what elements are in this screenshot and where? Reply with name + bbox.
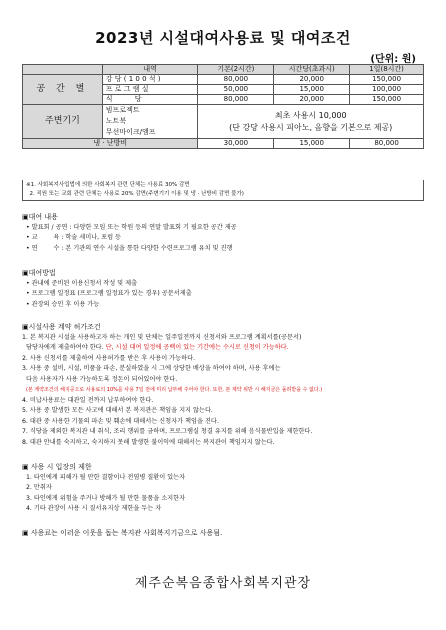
condition-item: 4. 미납사용료는 대관일 전까지 납부하여야 한다.	[22, 396, 154, 404]
document-title: 2023년 시설대여사용료 및 대여조건	[95, 29, 351, 47]
list-item: 2. 만취자	[26, 484, 52, 491]
space-name: 강 당 ( 1 0 0 석 )	[102, 75, 198, 85]
list-item: • 발표회 / 공연 : 다양한 모임 또는 학원 등의 연말 발표회 기 필요한 공간 제공	[26, 223, 237, 231]
daily-fee: 150,000	[350, 95, 424, 105]
basic-fee: 80,000	[198, 95, 274, 105]
hourly-fee: 20,000	[274, 95, 350, 105]
list-item: • 프로그램 일정표 (프로그램 일정표가 있는 경우) 공문서제출	[26, 290, 192, 297]
hourly-fee: 15,000	[274, 85, 350, 95]
section-heading: ▣ 사용 시 입장의 제한	[22, 463, 92, 471]
condition-item-continued: 다음 사용자가 사용 가능하도록 정돈이 되어있어야 한다.	[26, 375, 178, 383]
list-item: 4. 기타 관장이 사용 시 질서유지상 제한을 두는 자	[26, 505, 162, 512]
rental-content-section	[22, 212, 424, 254]
condition-item: 5. 사용 중 발생한 모든 사고에 대해서 본 복지관은 책임을 지지 않는다.	[22, 407, 213, 414]
list-item: • 관내에 준비된 이용신청서 작성 및 제출	[26, 279, 138, 287]
header-daily: 1일(8시간)	[350, 65, 424, 75]
basic-fee: 30,000	[198, 139, 274, 149]
condition-item: 1. 본 복지관 시설을 사용하고자 하는 개인 및 단체는 일주일전까지 신청서와 프로그램 계획서를(공문서)	[22, 333, 302, 341]
condition-warning: (본 계약조건의 해지공으로 사용료의 10%를 사용 7일 전에 미리 납부해 주어야 한다. 또한, 본 계약 위반 시 해지금은 돌려받을 수 없다.)	[26, 387, 323, 393]
header-empty-cell	[23, 65, 103, 75]
basic-fee: 80,000	[198, 75, 274, 85]
condition-item: 6. 대관 중 사용한 기물의 파손 및 훼손에 대해서는 신청자가 책임을 진다.	[22, 417, 219, 425]
list-item: 1. 타인에게 피해가 될 만한 결함이나 전염병 질환이 있는자	[26, 473, 186, 481]
condition-item: 3. 사용 중 설비, 시설, 비품을 파손, 분실하였을 시 그에 상당한 배상을 하여야 하며, 사용 후에는	[22, 365, 281, 372]
list-item: • 관장의 승인 후 이용 가능	[26, 300, 100, 308]
issuer-signature: 제주순복음종합사회복지관장	[134, 576, 312, 591]
table-row	[23, 75, 424, 85]
daily-fee: 100,000	[350, 85, 424, 95]
equipment-fee-detail: (단 강당 사용시 피아노, 음향을 기본으로 제공)	[229, 122, 393, 132]
condition-text: 담당자에게 제출하여야 한다.	[26, 344, 104, 351]
contract-conditions-section	[22, 322, 424, 448]
hvac-row	[23, 139, 424, 149]
fee-usage-note	[22, 528, 424, 539]
unit-label: (단위: 원)	[370, 54, 416, 65]
daily-fee: 80,000	[350, 139, 424, 149]
condition-item: 2. 사용 신청서를 제출하여 사용허가를 받은 후 사용이 가능하다.	[22, 354, 196, 362]
section-heading: ▣대여 내용	[22, 213, 58, 221]
daily-fee: 150,000	[350, 75, 424, 85]
list-item: • 교 육 : 학술 세미나, 포럼 등	[26, 234, 122, 241]
equipment-category-label: 주변기기	[23, 105, 103, 139]
entry-restriction-section	[22, 462, 424, 515]
equipment-fee-note	[198, 105, 424, 139]
space-name: 식 당	[102, 95, 198, 105]
table-header-row	[23, 65, 424, 75]
hourly-fee: 15,000	[274, 139, 350, 149]
equipment-item: 빔프로젝트	[105, 106, 140, 114]
rental-method-section	[22, 268, 424, 310]
section-heading: ▣ 사용료는 이러운 이웃을 돕는 복지관 사회복지기금으로 사용됨.	[22, 529, 223, 537]
equipment-item: 무선마이크/앰프	[105, 128, 156, 136]
equipment-item: 노트북	[105, 117, 127, 125]
space-name: 프 로 그 램 실	[102, 85, 198, 95]
equipment-list	[102, 105, 198, 139]
condition-item: 7. 식당을 제외한 복지관 내 취식, 조리 행위를 금하며, 프로그램실 청결 유지를 위해 음식물반입을 제한한다.	[22, 428, 313, 435]
equipment-row	[23, 105, 424, 139]
condition-item: 8. 대관 안내를 숙지하고, 숙지하지 못해 발생한 불이익에 대해서는 복지관이 책임지지 않는다.	[22, 438, 275, 446]
header-item: 내역	[102, 65, 198, 75]
section-heading: ▣대여방법	[22, 269, 56, 277]
discount-notes	[22, 180, 424, 201]
space-category-label: 공 간 별	[23, 75, 103, 105]
condition-highlight: 단, 시설 대여 일정에 공백이 있는 기간에는 수시로 신청이 가능하다.	[103, 344, 289, 351]
list-item: 3. 타인에게 위험을 주거나 방해가 될 만한 물품을 소지한자	[26, 494, 186, 502]
condition-item-continued	[22, 343, 424, 354]
hvac-label: 냉 · 난방비	[23, 139, 198, 149]
header-hourly: 시간당(초과시)	[274, 65, 350, 75]
basic-fee: 50,000	[198, 85, 274, 95]
list-item: • 연 수 : 본 기관의 연수 시설을 통한 다양한 수련프로그램 유치 및 진행	[26, 244, 233, 252]
hourly-fee: 20,000	[274, 75, 350, 85]
equipment-fee: 최초 사용시 10,000	[274, 110, 347, 120]
discount-note: ※1. 사회복지사업법에 의한 사회복지 관련 단체는 사용료 30% 감면	[26, 182, 190, 188]
header-basic: 기본(2시간)	[198, 65, 274, 75]
discount-note: 2. 직원 또는 교회 관련 단체는 사용료 20% 감면(주변기기 이용 및 냉 · 난방비 감면 불가)	[26, 191, 244, 197]
section-heading: ▣시설사용 계약 허가조건	[22, 323, 101, 331]
fee-table	[22, 64, 424, 149]
